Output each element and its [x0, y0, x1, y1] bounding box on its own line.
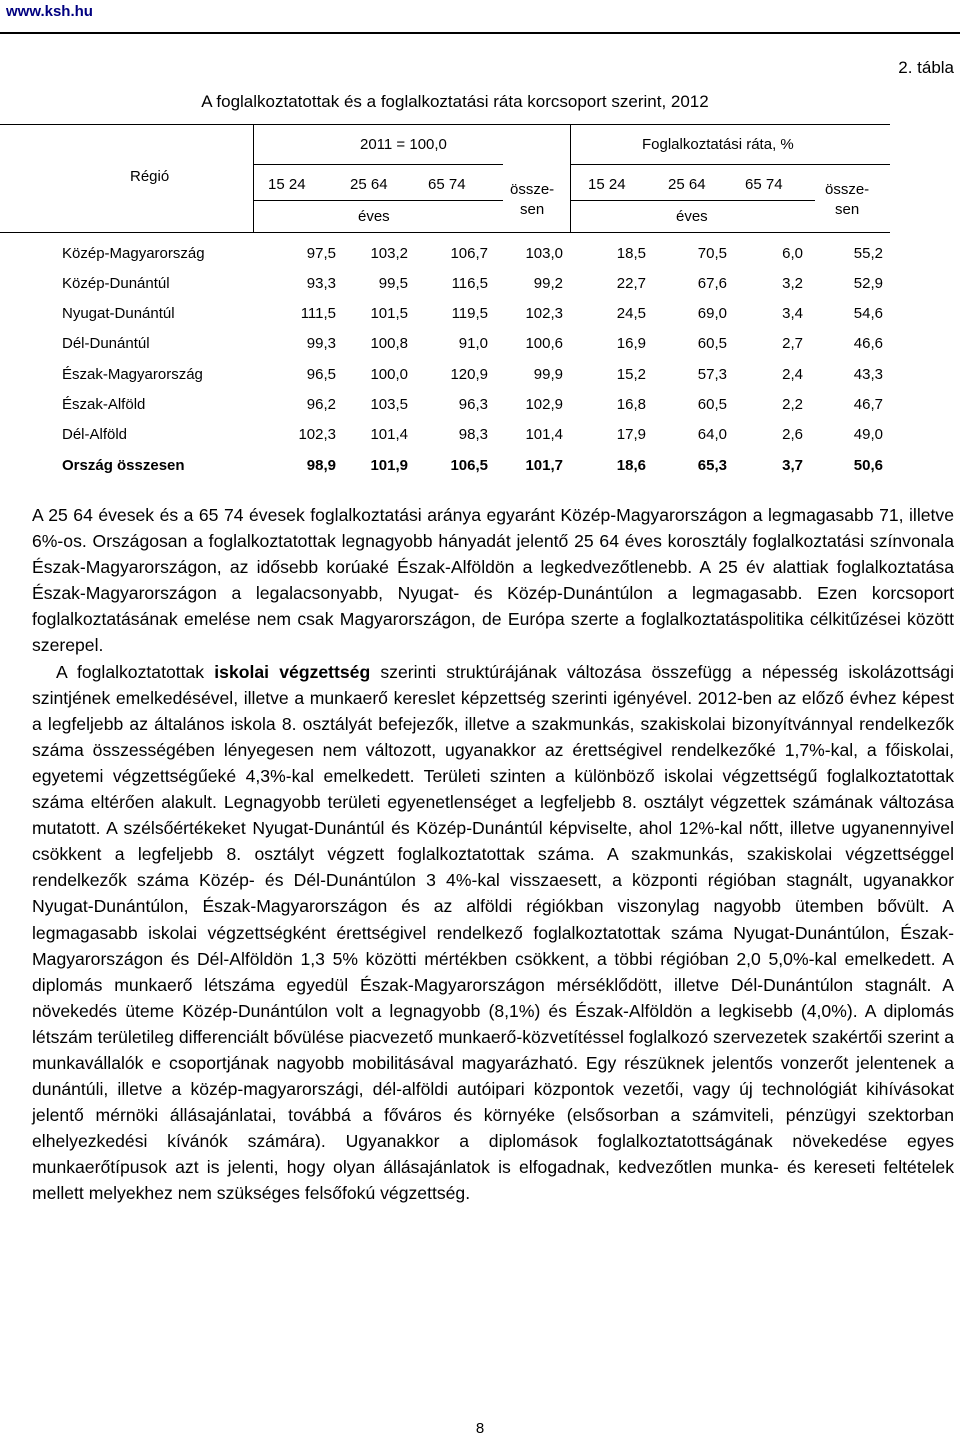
eves1-rule: [253, 200, 503, 201]
cell: 70,5: [697, 245, 727, 262]
cell: 102,3: [298, 426, 336, 443]
header-age-25-64-b: 25 64: [668, 176, 706, 193]
header-group-rate: Foglalkoztatási ráta, %: [642, 136, 794, 153]
cell: 6,0: [782, 245, 803, 262]
cell: 22,7: [616, 275, 646, 292]
cell: 101,7: [525, 457, 563, 474]
cell: 96,2: [306, 396, 336, 413]
table-row-total: [0, 452, 960, 482]
cell: 18,5: [616, 245, 646, 262]
table-row: [0, 330, 960, 360]
cell: 2,7: [782, 335, 803, 352]
cell: 24,5: [616, 305, 646, 322]
cell: 46,6: [853, 335, 883, 352]
table-row: [0, 391, 960, 421]
cell: 97,5: [306, 245, 336, 262]
cell: 99,9: [533, 366, 563, 383]
header-age-65-74-b: 65 74: [745, 176, 783, 193]
cell: 2,2: [782, 396, 803, 413]
cell: 101,9: [370, 457, 408, 474]
table-number: 2. tábla: [898, 58, 954, 77]
cell: 50,6: [853, 457, 883, 474]
cell: 16,8: [616, 396, 646, 413]
header-total-a: össze- sen: [510, 181, 555, 218]
table-row: [0, 270, 960, 300]
paragraph-text: A foglalkoztatottak: [56, 661, 215, 682]
header-top-rule: [0, 124, 890, 125]
cell: 119,5: [451, 305, 488, 322]
cell: 100,0: [370, 366, 408, 383]
cell: 100,6: [525, 335, 563, 352]
cell: 99,3: [306, 335, 336, 352]
cell: 96,5: [306, 366, 336, 383]
cell: 99,2: [533, 275, 563, 292]
header-divider-left: [253, 124, 254, 232]
site-url-link[interactable]: www.ksh.hu: [6, 3, 93, 20]
table-row: [0, 300, 960, 330]
table-row: [0, 421, 960, 451]
cell: 102,3: [525, 305, 563, 322]
header-age-15-24-b: 15 24: [588, 176, 626, 193]
paragraph-text: A 25 64 évesek és a 65 74 évesek foglalkoztatási aránya egyaránt Közép-Magyarországon a legmagasabb 71, illetve 6%-os. Országosan a foglalkoztatottak legnagyobb hányadát jelentő 25 64 éves korosztály foglalkoztatási színvonala Észak-Magyarországon, az idősebb korúaké Észak-Alföldön a legkedvezőtlenebb. A 25 év alattiak foglalkoztatása Észak-Magyarországon a legalacsonyabb, Nyugat- és Közép-Dunántúlon a legmagasabb. Ezen korcsoport foglalkoztatásának emelése nem csak Magyarországon, de Európa szerte a foglalkoztatáspolitika célkitűzései között szerepel.: [32, 505, 954, 656]
cell: 54,6: [853, 305, 883, 322]
row-region: Nyugat-Dunántúl: [62, 305, 175, 322]
cell: 16,9: [616, 335, 646, 352]
cell: 2,6: [782, 426, 803, 443]
row-region: Közép-Dunántúl: [62, 275, 170, 292]
header-bottom-rule: [0, 232, 890, 233]
site-header: [0, 0, 960, 33]
body-text: [32, 502, 954, 1207]
cell: 60,5: [697, 335, 727, 352]
header-divider-middle: [570, 124, 571, 232]
cell: 91,0: [458, 335, 488, 352]
cell: 106,5: [450, 457, 488, 474]
cell: 101,4: [370, 426, 408, 443]
cell: 3,2: [782, 275, 803, 292]
header-age-65-74-a: 65 74: [428, 176, 466, 193]
header-region: Régió: [130, 168, 170, 185]
header-eves-a: éves: [358, 208, 390, 225]
group2-rule: [570, 164, 890, 165]
cell: 96,3: [458, 396, 488, 413]
cell: 99,5: [378, 275, 408, 292]
emphasis-text: iskolai végzettség: [214, 661, 371, 682]
cell: 120,9: [450, 366, 488, 383]
cell: 98,9: [306, 457, 336, 474]
cell: 106,7: [450, 245, 488, 262]
cell: 18,6: [616, 457, 646, 474]
row-region: Észak-Magyarország: [62, 366, 203, 383]
header-eves-b: éves: [676, 208, 708, 225]
cell: 103,0: [525, 245, 563, 262]
table-title: A foglalkoztatottak és a foglalkoztatási ráta korcsoport szerint, 2012: [201, 92, 709, 111]
cell: 2,4: [782, 366, 803, 383]
table-row: [0, 361, 960, 391]
header-age-25-64-a: 25 64: [350, 176, 388, 193]
eves2-rule: [570, 200, 815, 201]
cell: 52,9: [853, 275, 883, 292]
cell: 100,8: [370, 335, 408, 352]
cell: 103,2: [370, 245, 408, 262]
header-group-index: 2011 = 100,0: [360, 136, 447, 153]
cell: 46,7: [853, 396, 883, 413]
row-region: Ország összesen: [62, 457, 185, 474]
cell: 69,0: [697, 305, 727, 322]
paragraph-text: szerinti struktúrájának változása összefügg a népesség iskolázottsági szintjének emelkedésével, illetve a munkaerő kereslet képzettség szerinti igényével. 2012-ben az előző évhez képest a legfeljebb az általános iskola 8. osztályát befejezők, illetve a szakmunkás, szakiskolai bizonyítvánnyal rendelkezők száma összességében lényegesen nem változott, ugyanakkor az érettségivel rendelkezőké 1,7%-kal, a főiskolai, egyetemi végzettségűeké 4,3%-kal emelkedett. Területi szinten a különböző iskolai végzettségű foglalkoztatottak száma eltérően alakult. Legnagyobb területi egyenetlenséget a legfeljebb 8. osztályt végzettek számának változása mutatott. A szélsőértékeket Nyugat-Dunántúl és Közép-Dunántúl képviselte, ahol 12%-kal nőtt, illetve ugyanennyivel csökkent a legfeljebb 8. osztályt végzett foglalkoztatottak száma. A szakmunkás, szakiskolai végzettséggel rendelkezők száma Közép- és Dél-Dunántúlon 3 4%-kal visszaesett, a központi régióban stagnált, ugyanakkor Nyugat-Dunántúlon, Észak-Magyarországon és az alföldi régiókban viszonylag nagyobb ütemben bővült. A legmagasabb iskolai végzettségként érettségivel rendelkező foglalkoztatottak száma Nyugat-Dunántúlon, Észak-Magyarországon és Dél-Alföldön 1,3 5% közötti mértékben csökkent, a többi régióban 2,0 5,0%-kal emelkedett. A diplomás munkaerő létszáma egyedül Észak-Magyarországon mérséklődött, illetve Dél-Dunántúlon stagnált. A növekedés üteme Közép-Dunántúlon volt a legnagyobb (8,1%) és Észak-Alföldön a legkisebb (4,0%). A diplomás létszám területileg differenciált bővülése piacvezető munkaerő-közvetítéssel foglalkozó szervezetek szakértői szerint a munkavállalók e csoportjának nagyobb mobilitásával magyarázható. Egy részüknek jelentős vonzerőt jelentenek a dunántúli, illetve a közép-magyarországi, dél-alföldi autóipari központok vezetői, vagy új technológiát kihívásokat jelentő mérnöki állásajánlatai, továbbá a főváros és környéke (elsősorban a számviteli, pénzügyi szektorban elhelyezkedési kívánók számára). Ugyanakkor a diplomások foglalkoztatottságának növekedése egyes munkaerőtípusok azt is jelenti, hogy olyan állásajánlatok is elfogadnak, kedvezőtlen munka- és kereseti feltételek mellett melyekhez nem szükséges felsőfokú végzettség.: [32, 661, 954, 1204]
cell: 103,5: [370, 396, 408, 413]
table-row: [0, 240, 960, 270]
row-region: Dél-Alföld: [62, 426, 128, 443]
cell: 93,3: [306, 275, 336, 292]
cell: 65,3: [697, 457, 727, 474]
row-region: Dél-Dunántúl: [62, 335, 150, 352]
cell: 3,4: [782, 305, 803, 322]
cell: 111,5: [300, 305, 336, 322]
row-region: Közép-Magyarország: [62, 245, 205, 262]
header-age-15-24-a: 15 24: [268, 176, 306, 193]
cell: 67,6: [697, 275, 727, 292]
header-divider: [0, 32, 960, 34]
header-total-b: össze- sen: [825, 181, 870, 218]
paragraph: [32, 659, 954, 1207]
cell: 101,5: [370, 305, 408, 322]
page-number: 8: [475, 1420, 485, 1437]
cell: 102,9: [525, 396, 563, 413]
cell: 60,5: [697, 396, 727, 413]
row-region: Észak-Alföld: [62, 396, 146, 413]
cell: 57,3: [697, 366, 727, 383]
cell: 3,7: [782, 457, 803, 474]
paragraph: [32, 502, 954, 659]
cell: 98,3: [458, 426, 488, 443]
cell: 101,4: [525, 426, 563, 443]
cell: 64,0: [697, 426, 727, 443]
cell: 55,2: [853, 245, 883, 262]
cell: 43,3: [853, 366, 883, 383]
cell: 49,0: [853, 426, 883, 443]
cell: 17,9: [616, 426, 646, 443]
group1-rule: [253, 164, 503, 165]
cell: 15,2: [616, 366, 646, 383]
cell: 116,5: [451, 275, 488, 292]
